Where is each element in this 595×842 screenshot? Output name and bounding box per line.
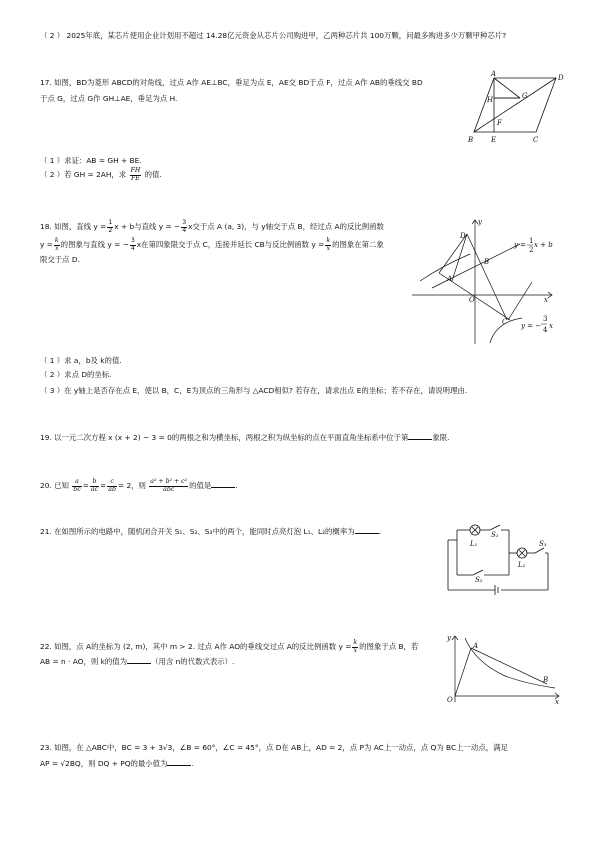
- svg-text:y =: y =: [514, 241, 527, 249]
- q23-blank: [167, 758, 191, 766]
- q16-part2: （ 2 ） 2025年底，某芯片使用企业计划用不超过 14.28亿元资金从芯片公司购进甲，乙两种芯片共 100万颗，问最多购进多少万颗甲种芯片?: [40, 31, 507, 40]
- q21-blank: [355, 526, 379, 534]
- label-G: G: [522, 92, 528, 100]
- label-S1: S₁: [491, 531, 499, 539]
- q18-line2: y = $\frac{k}{x}$ 的图象与直线 y = − $\frac{3}{4}$ x在第四象限交于点 C，连接并延长 CB与反比例函数 y = $\frac{k}{x}$ 的图象在第二象: [40, 237, 384, 252]
- label-D: D: [558, 74, 564, 82]
- label-B: B: [543, 676, 549, 684]
- q22-graph-figure: [443, 632, 563, 707]
- label-S2: S₂: [475, 576, 483, 584]
- q22-line2: AB = n · AO，则 k的值为 （用含 n的代数式表示）.: [40, 657, 235, 666]
- label-A: A: [491, 70, 497, 78]
- q18-part2: （ 2 ）求点 D的坐标.: [40, 370, 112, 379]
- q18-line3: 限交于点 D.: [40, 255, 80, 264]
- label-F: F: [497, 119, 502, 127]
- label-A: A: [473, 642, 479, 650]
- q18-part1: （ 1 ）求 a，b及 k的值.: [40, 356, 122, 365]
- label-S3: S₃: [539, 540, 547, 548]
- q17-fraction: $\frac{FH}{FE}$: [130, 167, 141, 182]
- q21-circuit-figure: [445, 520, 555, 595]
- q20-line: 20. 已知 $\frac{a}{bc}$ = $\frac{b}{ac}$ = $\frac{c}{ab}$ = 2，则 $\frac{\text{a² + b² + c²}}{\text{abc}}$ 的值是 .: [40, 478, 238, 493]
- q21-line: 21. 在如图所示的电路中，随机闭合开关 S₁、S₂、S₃中的两个，能同时点亮灯泡 L₁、L₂的概率为 .: [40, 527, 381, 536]
- label-H: H: [487, 96, 494, 104]
- label-L2: L₂: [518, 561, 526, 569]
- q17-part2-tail: 的值.: [144, 170, 162, 179]
- q20-blank: [211, 480, 235, 488]
- q17-part2: [40, 168, 162, 182]
- q17-line1: 17. 如图，BD为菱形 ABCD的对角线，过点 A作 AE⊥BC，垂足为点 E，AE交 BD于点 F，过点 A作 AB的垂线交 BD: [40, 78, 423, 87]
- label-y: y: [447, 634, 451, 642]
- q19-line: 19. 以一元二次方程 x (x + 2) − 3 = 0的两根之和为横坐标，两根之积为纵坐标的点在平面直角坐标系中位于第 象限.: [40, 433, 450, 442]
- svg-text:x: x: [549, 322, 553, 330]
- label-L1: L₁: [470, 540, 478, 548]
- q23-line1: 23. 如图，在 △ABC中，BC = 3 + 3√3，∠B = 60°，∠C = 45°，点 D在 AB上，AD = 2，点 P为 AC上一动点，点 Q为 BC上一动点，满足: [40, 743, 508, 752]
- q19-blank: [408, 432, 432, 440]
- q18-part3: （ 3 ）在 y轴上是否存在点 E，使以 B，C，E为顶点的三角形与 △ACD相似? 若存在，请求出点 E的坐标；若不存在，请说明理由.: [40, 386, 468, 395]
- q17-part1: （ 1 ）求证：AB = GH + BE.: [40, 156, 142, 165]
- q17-line2: 于点 G，过点 G作 GH⊥AE，垂足为点 H.: [40, 94, 178, 103]
- q17-rhombus-figure: [460, 70, 564, 152]
- label-B: B: [484, 258, 490, 266]
- label-O: O: [447, 696, 453, 704]
- q17-part2-text: （ 2 ）若 GH = 2AH，求: [40, 170, 127, 179]
- q22-line1: 22. 如图，点 A的坐标为 (2, m)，其中 m > 2. 过点 A作 AO的垂线交过点 A的反比例函数 y = $\frac{k}{x}$ 的图象于点 B，若: [40, 639, 419, 654]
- q18-coordinate-figure: [412, 216, 562, 346]
- svg-text:4: 4: [543, 326, 548, 334]
- label-C: C: [533, 136, 539, 144]
- svg-text:x + b: x + b: [534, 241, 553, 249]
- label-O: O: [469, 296, 475, 304]
- q22-blank: [127, 656, 151, 664]
- q18-line1: 18. 如图，直线 y = $\frac{1}{2}$ x + b与直线 y = − $\frac{3}{4}$ x交于点 A (a, 3)，与 y轴交于点 B，经过点 A的反比例函数: [40, 219, 384, 234]
- label-E: E: [491, 136, 497, 144]
- q23-line2: AP = √2BQ，则 DQ + PQ的最小值为 .: [40, 759, 194, 768]
- svg-text:2: 2: [529, 246, 534, 254]
- label-A: A: [447, 275, 453, 283]
- label-x: x: [544, 296, 548, 304]
- label-B: B: [468, 136, 474, 144]
- label-y: y: [478, 218, 482, 226]
- svg-text:y = −: y = −: [521, 322, 542, 330]
- label-x: x: [555, 698, 559, 706]
- svg-text:1: 1: [529, 237, 534, 245]
- label-C: C: [502, 318, 508, 326]
- svg-text:3: 3: [543, 315, 548, 323]
- label-D: D: [460, 232, 466, 240]
